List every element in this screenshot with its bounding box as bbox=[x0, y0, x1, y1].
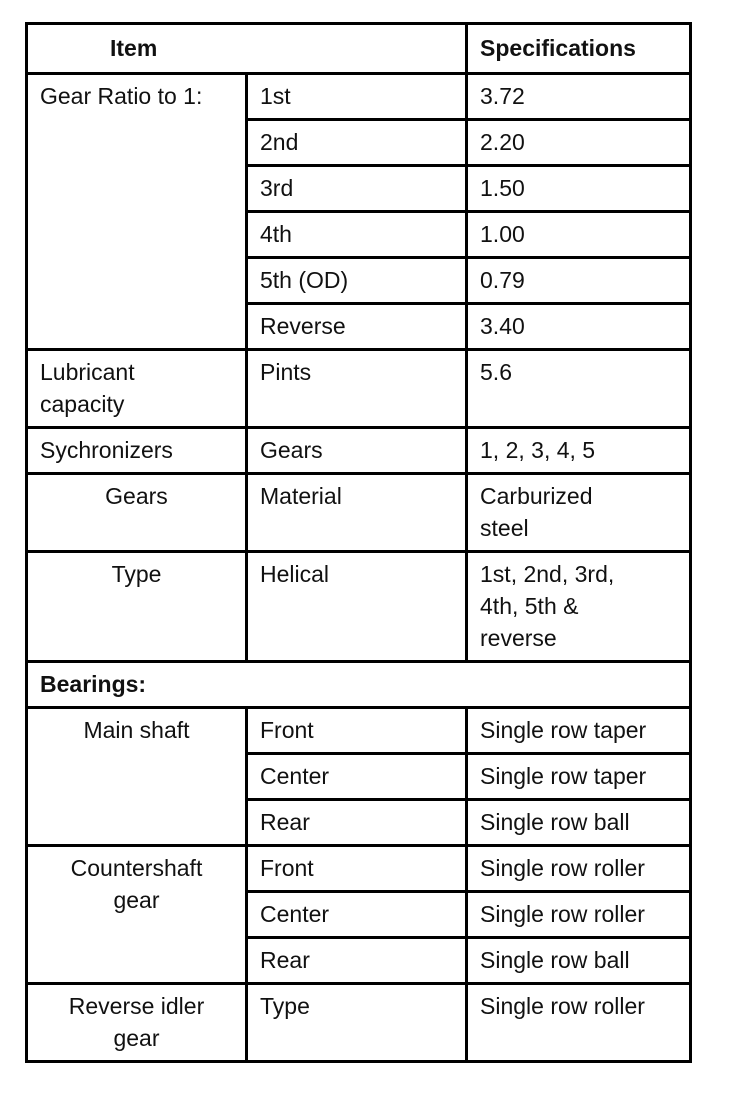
gear-ratio-value: 3.40 bbox=[467, 304, 691, 350]
countershaft-label-line1: Countershaft bbox=[70, 855, 203, 881]
type-value-line1: 1st, 2nd, 3rd, bbox=[480, 561, 615, 587]
bearing-type: Single row ball bbox=[467, 800, 691, 846]
gears-row bbox=[27, 474, 691, 552]
bearing-position: Type bbox=[247, 984, 467, 1062]
lubricant-label bbox=[27, 350, 247, 428]
specifications-table bbox=[25, 22, 692, 1063]
type-value-line3: reverse bbox=[480, 625, 557, 651]
reverse-idler-label-line1: Reverse idler bbox=[68, 993, 205, 1019]
bearings-title-row bbox=[27, 662, 691, 708]
synchronizers-sub: Gears bbox=[247, 428, 467, 474]
bearing-position: Front bbox=[247, 846, 467, 892]
header-specifications: Specifications bbox=[467, 24, 691, 74]
gear-ratio-value: 1.00 bbox=[467, 212, 691, 258]
gear-ratio-value: 3.72 bbox=[467, 74, 691, 120]
gears-value-line2: steel bbox=[480, 515, 529, 541]
gears-label: Gears bbox=[27, 474, 247, 552]
gears-sub: Material bbox=[247, 474, 467, 552]
type-label: Type bbox=[27, 552, 247, 662]
gear-ratio-value: 0.79 bbox=[467, 258, 691, 304]
gears-value bbox=[467, 474, 691, 552]
gear-name: 4th bbox=[247, 212, 467, 258]
synchronizers-label: Sychronizers bbox=[27, 428, 247, 474]
lubricant-label-line2: capacity bbox=[40, 391, 125, 417]
table-row bbox=[27, 708, 691, 754]
bearing-type: Single row taper bbox=[467, 754, 691, 800]
bearing-position: Rear bbox=[247, 800, 467, 846]
bearing-position: Center bbox=[247, 754, 467, 800]
gear-ratio-label: Gear Ratio to 1: bbox=[27, 74, 247, 350]
reverse-idler-label-line2: gear bbox=[113, 1025, 160, 1051]
synchronizers-row bbox=[27, 428, 691, 474]
reverse-idler-label bbox=[27, 984, 247, 1062]
lubricant-label-line1: Lubricant bbox=[40, 359, 135, 385]
gear-name: 1st bbox=[247, 74, 467, 120]
bearing-position: Front bbox=[247, 708, 467, 754]
synchronizers-value: 1, 2, 3, 4, 5 bbox=[467, 428, 691, 474]
bearing-position: Center bbox=[247, 892, 467, 938]
reverse-idler-row bbox=[27, 984, 691, 1062]
main-shaft-label: Main shaft bbox=[27, 708, 247, 846]
bearings-title: Bearings: bbox=[27, 662, 691, 708]
lubricant-value: 5.6 bbox=[467, 350, 691, 428]
lubricant-row bbox=[27, 350, 691, 428]
bearing-type: Single row taper bbox=[467, 708, 691, 754]
countershaft-label bbox=[27, 846, 247, 984]
type-value-line2: 4th, 5th & bbox=[480, 593, 579, 619]
type-sub: Helical bbox=[247, 552, 467, 662]
header-row bbox=[27, 24, 691, 74]
gear-name: 5th (OD) bbox=[247, 258, 467, 304]
gear-ratio-value: 2.20 bbox=[467, 120, 691, 166]
table-row bbox=[27, 846, 691, 892]
gears-value-line1: Carburized bbox=[480, 483, 593, 509]
type-row bbox=[27, 552, 691, 662]
header-item: Item bbox=[27, 24, 467, 74]
gear-ratio-value: 1.50 bbox=[467, 166, 691, 212]
gear-name: Reverse bbox=[247, 304, 467, 350]
bearing-position: Rear bbox=[247, 938, 467, 984]
bearing-type: Single row ball bbox=[467, 938, 691, 984]
bearing-type: Single row roller bbox=[467, 984, 691, 1062]
gear-name: 3rd bbox=[247, 166, 467, 212]
gear-name: 2nd bbox=[247, 120, 467, 166]
bearing-type: Single row roller bbox=[467, 846, 691, 892]
lubricant-unit: Pints bbox=[247, 350, 467, 428]
table-row bbox=[27, 74, 691, 120]
type-value bbox=[467, 552, 691, 662]
countershaft-label-line2: gear bbox=[113, 887, 160, 913]
bearing-type: Single row roller bbox=[467, 892, 691, 938]
